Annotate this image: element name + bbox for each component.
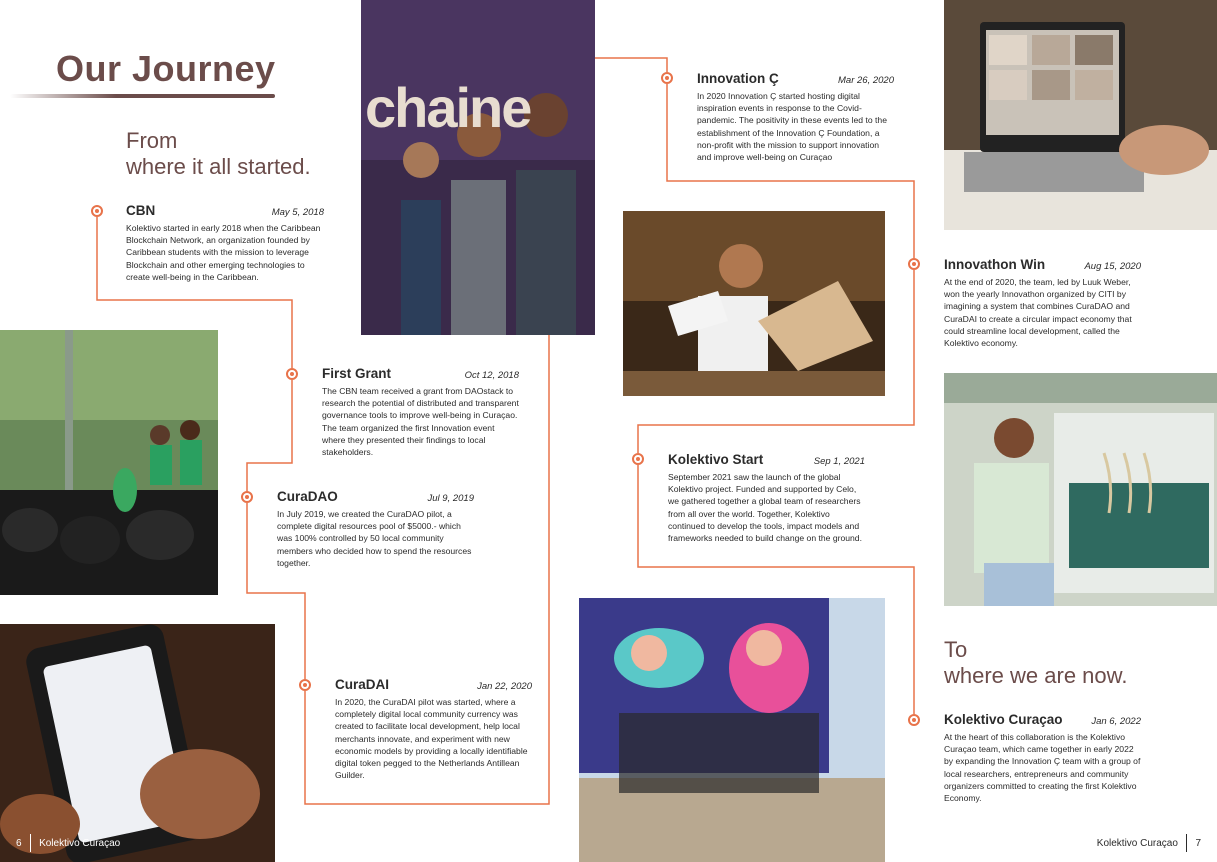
footer-right (1097, 834, 1201, 852)
entry-text: At the end of 2020, the team, led by Luuk Weber, won the yearly Innovathon organized by CITI by imagining a system that combines CuraDAO and CuraDAI to create a circular impact economy that could streamline local development, called the Kolektivo economy. (944, 277, 1132, 349)
team-photo-chaine (361, 0, 595, 335)
entry-title: First Grant (322, 366, 392, 381)
entry-text: September 2021 saw the launch of the global Kolektivo project. Funded and supported by Celo, we gathered together a global team of researchers from all over the world. Together, Kolektivo continued to develop the tools, impact models and frameworks needed to build change on the ground. (668, 472, 862, 544)
title-underline (10, 94, 275, 98)
page-number: 7 (1195, 837, 1201, 849)
to-line-1: To (944, 637, 968, 662)
phone-app-photo (0, 624, 275, 862)
entry-date: Sep 1, 2021 (813, 456, 865, 467)
timeline-dot-innovathon (908, 258, 920, 270)
timeline-dot-curadai (299, 679, 311, 691)
entry-date: Jul 9, 2019 (427, 493, 474, 504)
footer-left (16, 834, 120, 852)
timeline-entry-kolektivo-curacao (944, 712, 1141, 804)
footer-divider (1186, 834, 1188, 852)
entry-text: The CBN team received a grant from DAOstack to research the potential of distributed and transparent governance tools to improve well-being in Curaçao. The team organized the first Innovation event where they presented their findings to local stakeholders. (322, 386, 519, 458)
entry-title: CuraDAO (277, 489, 338, 504)
entry-text: In 2020 Innovation Ç started hosting digital inspiration events in response to the Covid-pandemic. The positivity in these events led to the establishment of the Innovation Ç Foundation, a non-profit with the mission to support innovation and improve well-being on Curaçao (697, 91, 887, 163)
timeline-entry-cbn (126, 203, 324, 283)
envelope-photo (623, 211, 885, 396)
entry-title: CBN (126, 203, 156, 218)
from-line-1: From (126, 128, 178, 153)
from-line-2: where it all started. (126, 154, 311, 179)
entry-date: Jan 22, 2020 (477, 681, 532, 692)
cleanup-photo (0, 330, 218, 595)
entry-title: Innovathon Win (944, 257, 1046, 272)
timeline-dot-kolektivo-curacao (908, 714, 920, 726)
entry-title: CuraDAI (335, 677, 390, 692)
entry-text: In 2020, the CuraDAI pilot was started, where a completely digital local community currency was created to facilitate local development, help local merchants innovate, and experiment with new economic models by providing a locally identifiable digital token pegged to the Netherlands Antillean Guilder. (335, 697, 528, 781)
entry-title: Kolektivo Start (668, 452, 764, 467)
entry-date: Aug 15, 2020 (1084, 261, 1141, 272)
photo-sign-text: chaine (365, 76, 531, 139)
mural-group-photo (579, 598, 885, 862)
timeline-entry-innovation (697, 71, 894, 163)
page-title: Our Journey (56, 48, 276, 89)
timeline-entry-curadai (335, 677, 532, 781)
entry-date: Mar 26, 2020 (838, 75, 894, 86)
entry-date: Jan 6, 2022 (1091, 716, 1141, 727)
entry-text: In July 2019, we created the CuraDAO pilot, a complete digital resources pool of $5000.- which was 100% controlled by 50 local community members who decided how to spend the resources together. (277, 509, 472, 568)
timeline-entry-first-grant (322, 366, 519, 458)
page-number: 6 (16, 837, 22, 849)
footer-divider (30, 834, 32, 852)
footer-label: Kolektivo Curaçao (39, 837, 121, 849)
timeline-entry-curadao (277, 489, 474, 569)
entry-text: Kolektivo started in early 2018 when the Caribbean Blockchain Network, an organization founded by Caribbean students with the mission to leverage Blockchain and other emerging technologies to create well-being in the Caribbean. (126, 223, 321, 282)
timeline-dot-curadao (241, 491, 253, 503)
from-subheading (126, 128, 311, 180)
entry-title: Kolektivo Curaçao (944, 712, 1063, 727)
entry-text: At the heart of this collaboration is the Kolektivo Curaçao team, which came together in early 2022 by expanding the Innovation Ç team with a group of local researchers, entrepreneurs and community organizers committed to creating the first Kolektivo Economy. (944, 732, 1141, 804)
to-line-2: where we are now. (944, 663, 1128, 688)
timeline-dot-cbn (91, 205, 103, 217)
entry-date: Oct 12, 2018 (464, 370, 519, 381)
timeline-dot-kolektivo-start (632, 453, 644, 465)
footer-label: Kolektivo Curaçao (1096, 837, 1178, 849)
timeline-dot-innovation (661, 72, 673, 84)
timeline-entry-kolektivo-start (668, 452, 865, 544)
entry-title: Innovation Ç (697, 71, 779, 86)
to-subheading (944, 637, 1127, 689)
video-call-photo (944, 0, 1217, 230)
timeline-entry-innovathon (944, 257, 1141, 349)
timeline-dot-first-grant (286, 368, 298, 380)
hydroponics-photo (944, 373, 1217, 606)
entry-date: May 5, 2018 (271, 207, 324, 218)
